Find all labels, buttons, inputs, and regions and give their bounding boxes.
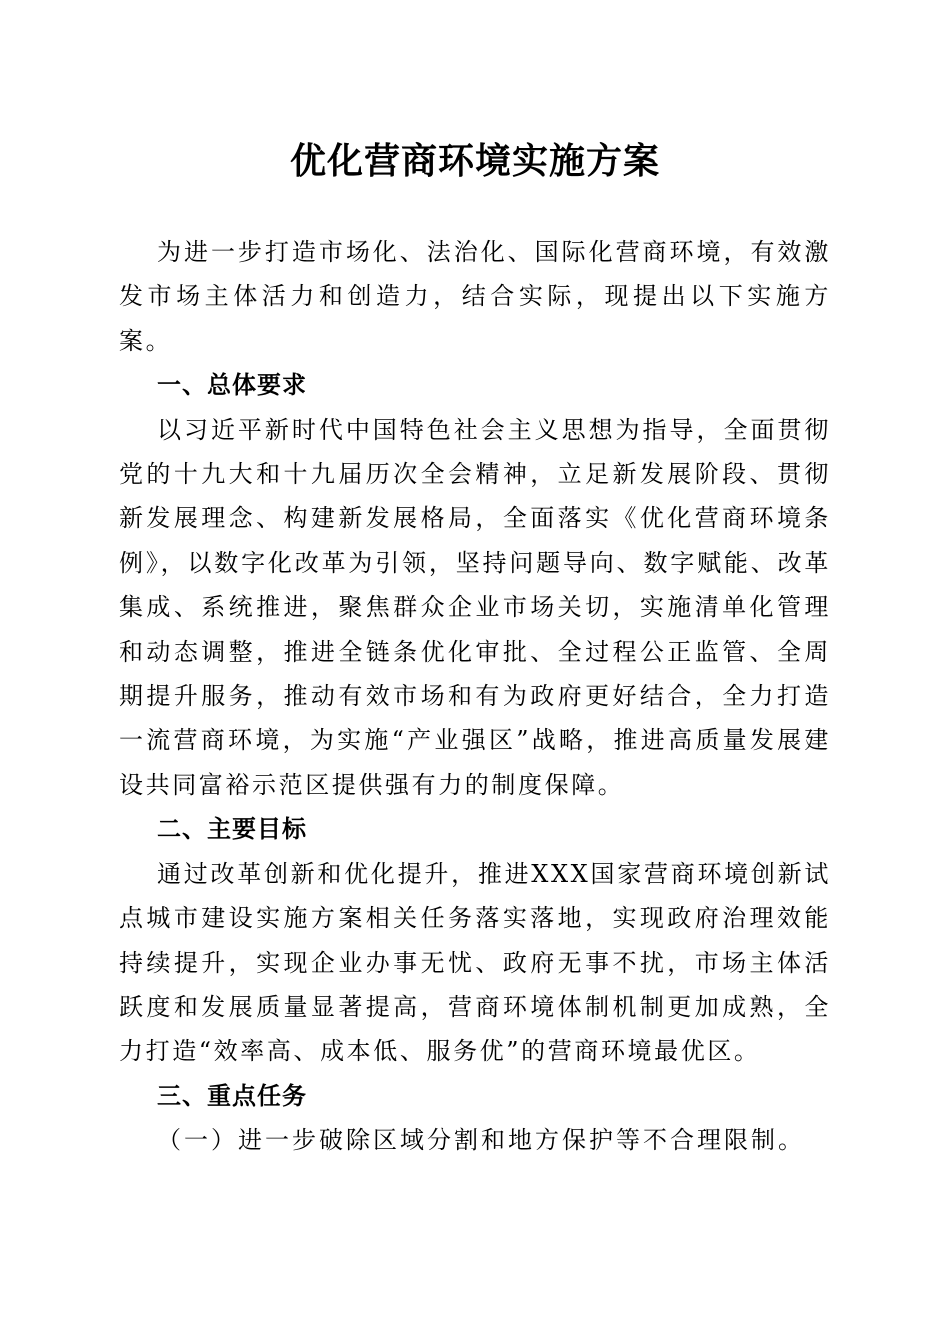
document-body <box>119 230 831 1163</box>
section-heading-general-requirements: 一、总体要求 <box>157 371 307 400</box>
general-requirements-paragraph: 以习近平新时代中国特色社会主义思想为指导，全面贯彻党的十九大和十九届历次全会精神，立足新发展阶段、贯彻新发展理念、构建新发展格局，全面落实《优化营商环境条例》，以数字化改革为引领，坚持问题导向、数字赋能、改革集成、系统推进，聚焦群众企业市场关切，实施清单化管理和动态调整，推进全链条优化审批、全过程公正监管、全周期提升服务，推动有效市场和有为政府更好结合，全力打造一流营商环境，为实施“产业强区”战略，推进高质量发展建设共同富裕示范区提供强有力的制度保障。 <box>119 415 831 799</box>
section-heading-main-goals: 二、主要目标 <box>157 815 307 844</box>
section-heading-key-tasks: 三、重点任务 <box>157 1081 307 1110</box>
main-goals-paragraph: 通过改革创新和优化提升，推进XXX国家营商环境创新试点城市建设实施方案相关任务落实落地，实现政府治理效能持续提升，实现企业办事无忧、政府无事不扰，市场主体活跃度和发展质量显著提高，营商环境体制机制更加成熟，全力打造“效率高、成本低、服务优”的营商环境最优区。 <box>119 859 831 1066</box>
document-title: 优化营商环境实施方案 <box>289 140 660 182</box>
key-task-subheading: （一）进一步破除区域分割和地方保护等不合理限制。 <box>157 1126 805 1155</box>
intro-paragraph: 为进一步打造市场化、法治化、国际化营商环境，有效激发市场主体活力和创造力，结合实际，现提出以下实施方案。 <box>119 238 831 355</box>
